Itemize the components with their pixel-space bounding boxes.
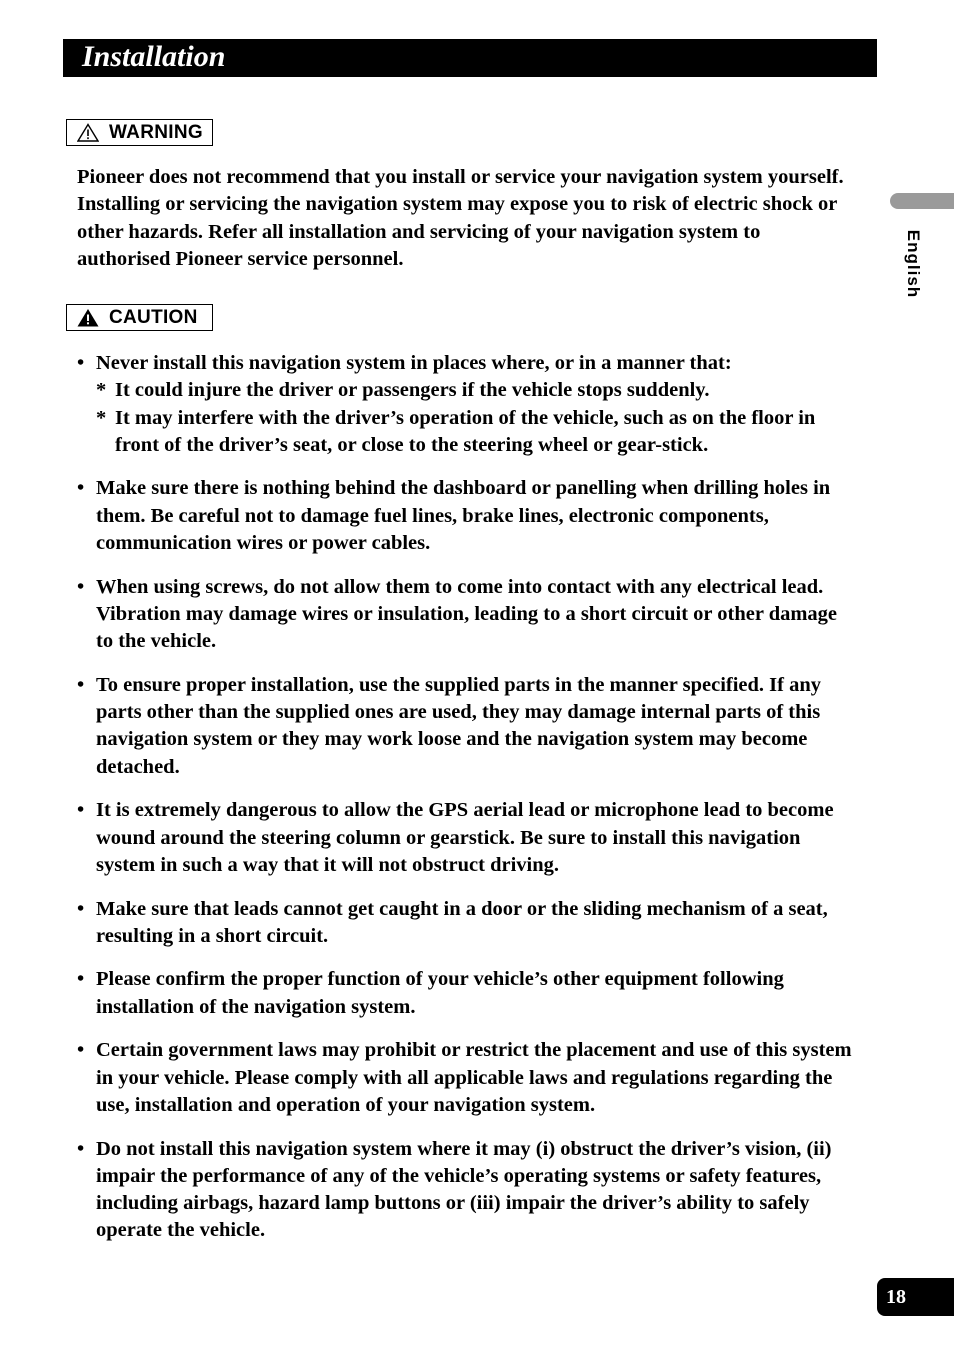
list-item-text: Make sure there is nothing behind the dashboard or panelling when drilling holes in them. Be careful not to damage fuel lines, brake lines, electronic components, communication wires or power cables. [96,477,831,555]
sub-list [96,377,859,459]
page-number: 18 [877,1278,954,1316]
sub-list-item-text: It could injure the driver or passengers if the vehicle stops suddenly. [115,379,710,402]
caution-list [77,350,859,1261]
page-title: Installation [82,40,226,73]
list-item-text: Do not install this navigation system where it may (i) obstruct the driver’s vision, (ii) impair the performance of any of the vehicle’s operating systems or safety features, including airbags, hazard lamp buttons or (iii) impair the driver’s ability to safely operate the vehicle. [96,1137,832,1242]
list-item [77,574,859,656]
bullet-marker: • [77,477,85,500]
list-item [77,1136,859,1245]
sub-bullet-marker: * [96,379,107,402]
list-item [77,672,859,781]
caution-label-box [66,304,213,331]
list-item [77,1037,859,1119]
list-item-text: Make sure that leads cannot get caught in a door or the sliding mechanism of a seat, resulting in a short circuit. [96,897,828,947]
caution-filled-triangle-icon [77,308,99,327]
list-item-text: Certain government laws may prohibit or restrict the placement and use of this system in your vehicle. Please comply with all applicable laws and regulations regarding the use, installation and operation of your navigation system. [96,1039,852,1116]
bullet-marker: • [77,968,85,991]
sub-list-item-text: It may interfere with the driver’s operation of the vehicle, such as on the floor in front of the driver’s seat, or close to the steering wheel or gear-stick. [115,406,816,456]
bullet-marker: • [77,897,85,920]
list-item [77,896,859,951]
sub-list-item [96,405,859,460]
warning-label: WARNING [109,122,203,143]
caution-label: CAUTION [109,307,198,328]
list-item [77,797,859,879]
bullet-marker: • [77,1137,85,1160]
language-label: English [904,229,923,299]
list-item-text: Please confirm the proper function of your vehicle’s other equipment following installation of the navigation system. [96,968,784,1018]
list-item [77,350,859,459]
sub-bullet-marker: * [96,406,107,429]
list-item-text: When using screws, do not allow them to come into contact with any electrical lead. Vibration may damage wires or insulation, leading to a short circuit or other damage to the vehicle. [96,575,838,653]
bullet-marker: • [77,1039,85,1062]
page-header-bar [63,39,877,77]
warning-label-box [66,119,213,146]
warning-text: Pioneer does not recommend that you install or service your navigation system yourself. Installing or servicing the navigation system may expose you to risk of electric shock or other hazards. Refer all installation and servicing of your navigation system to authorised Pioneer service personnel. [77,166,844,270]
bullet-marker: • [77,352,85,374]
bullet-marker: • [77,673,85,696]
sub-list-item [96,377,859,404]
list-item [77,966,859,1021]
bullet-marker: • [77,575,85,598]
list-item-text: It is extremely dangerous to allow the GPS aerial lead or microphone lead to become wound around the steering column or gearstick. Be sure to install this navigation system in such a way that it will not obstruct driving. [96,799,834,876]
bullet-marker: • [77,799,85,822]
side-tab-marker [890,193,954,209]
list-item [77,475,859,557]
list-item-text: Never install this navigation system in places where, or in a manner that: [96,352,732,374]
list-item-text: To ensure proper installation, use the supplied parts in the manner specified. If any parts other than the supplied ones are used, they may damage internal parts of this navigation system or they may work loose and the navigation system may become detached. [96,673,822,778]
warning-outline-triangle-icon [77,123,99,142]
